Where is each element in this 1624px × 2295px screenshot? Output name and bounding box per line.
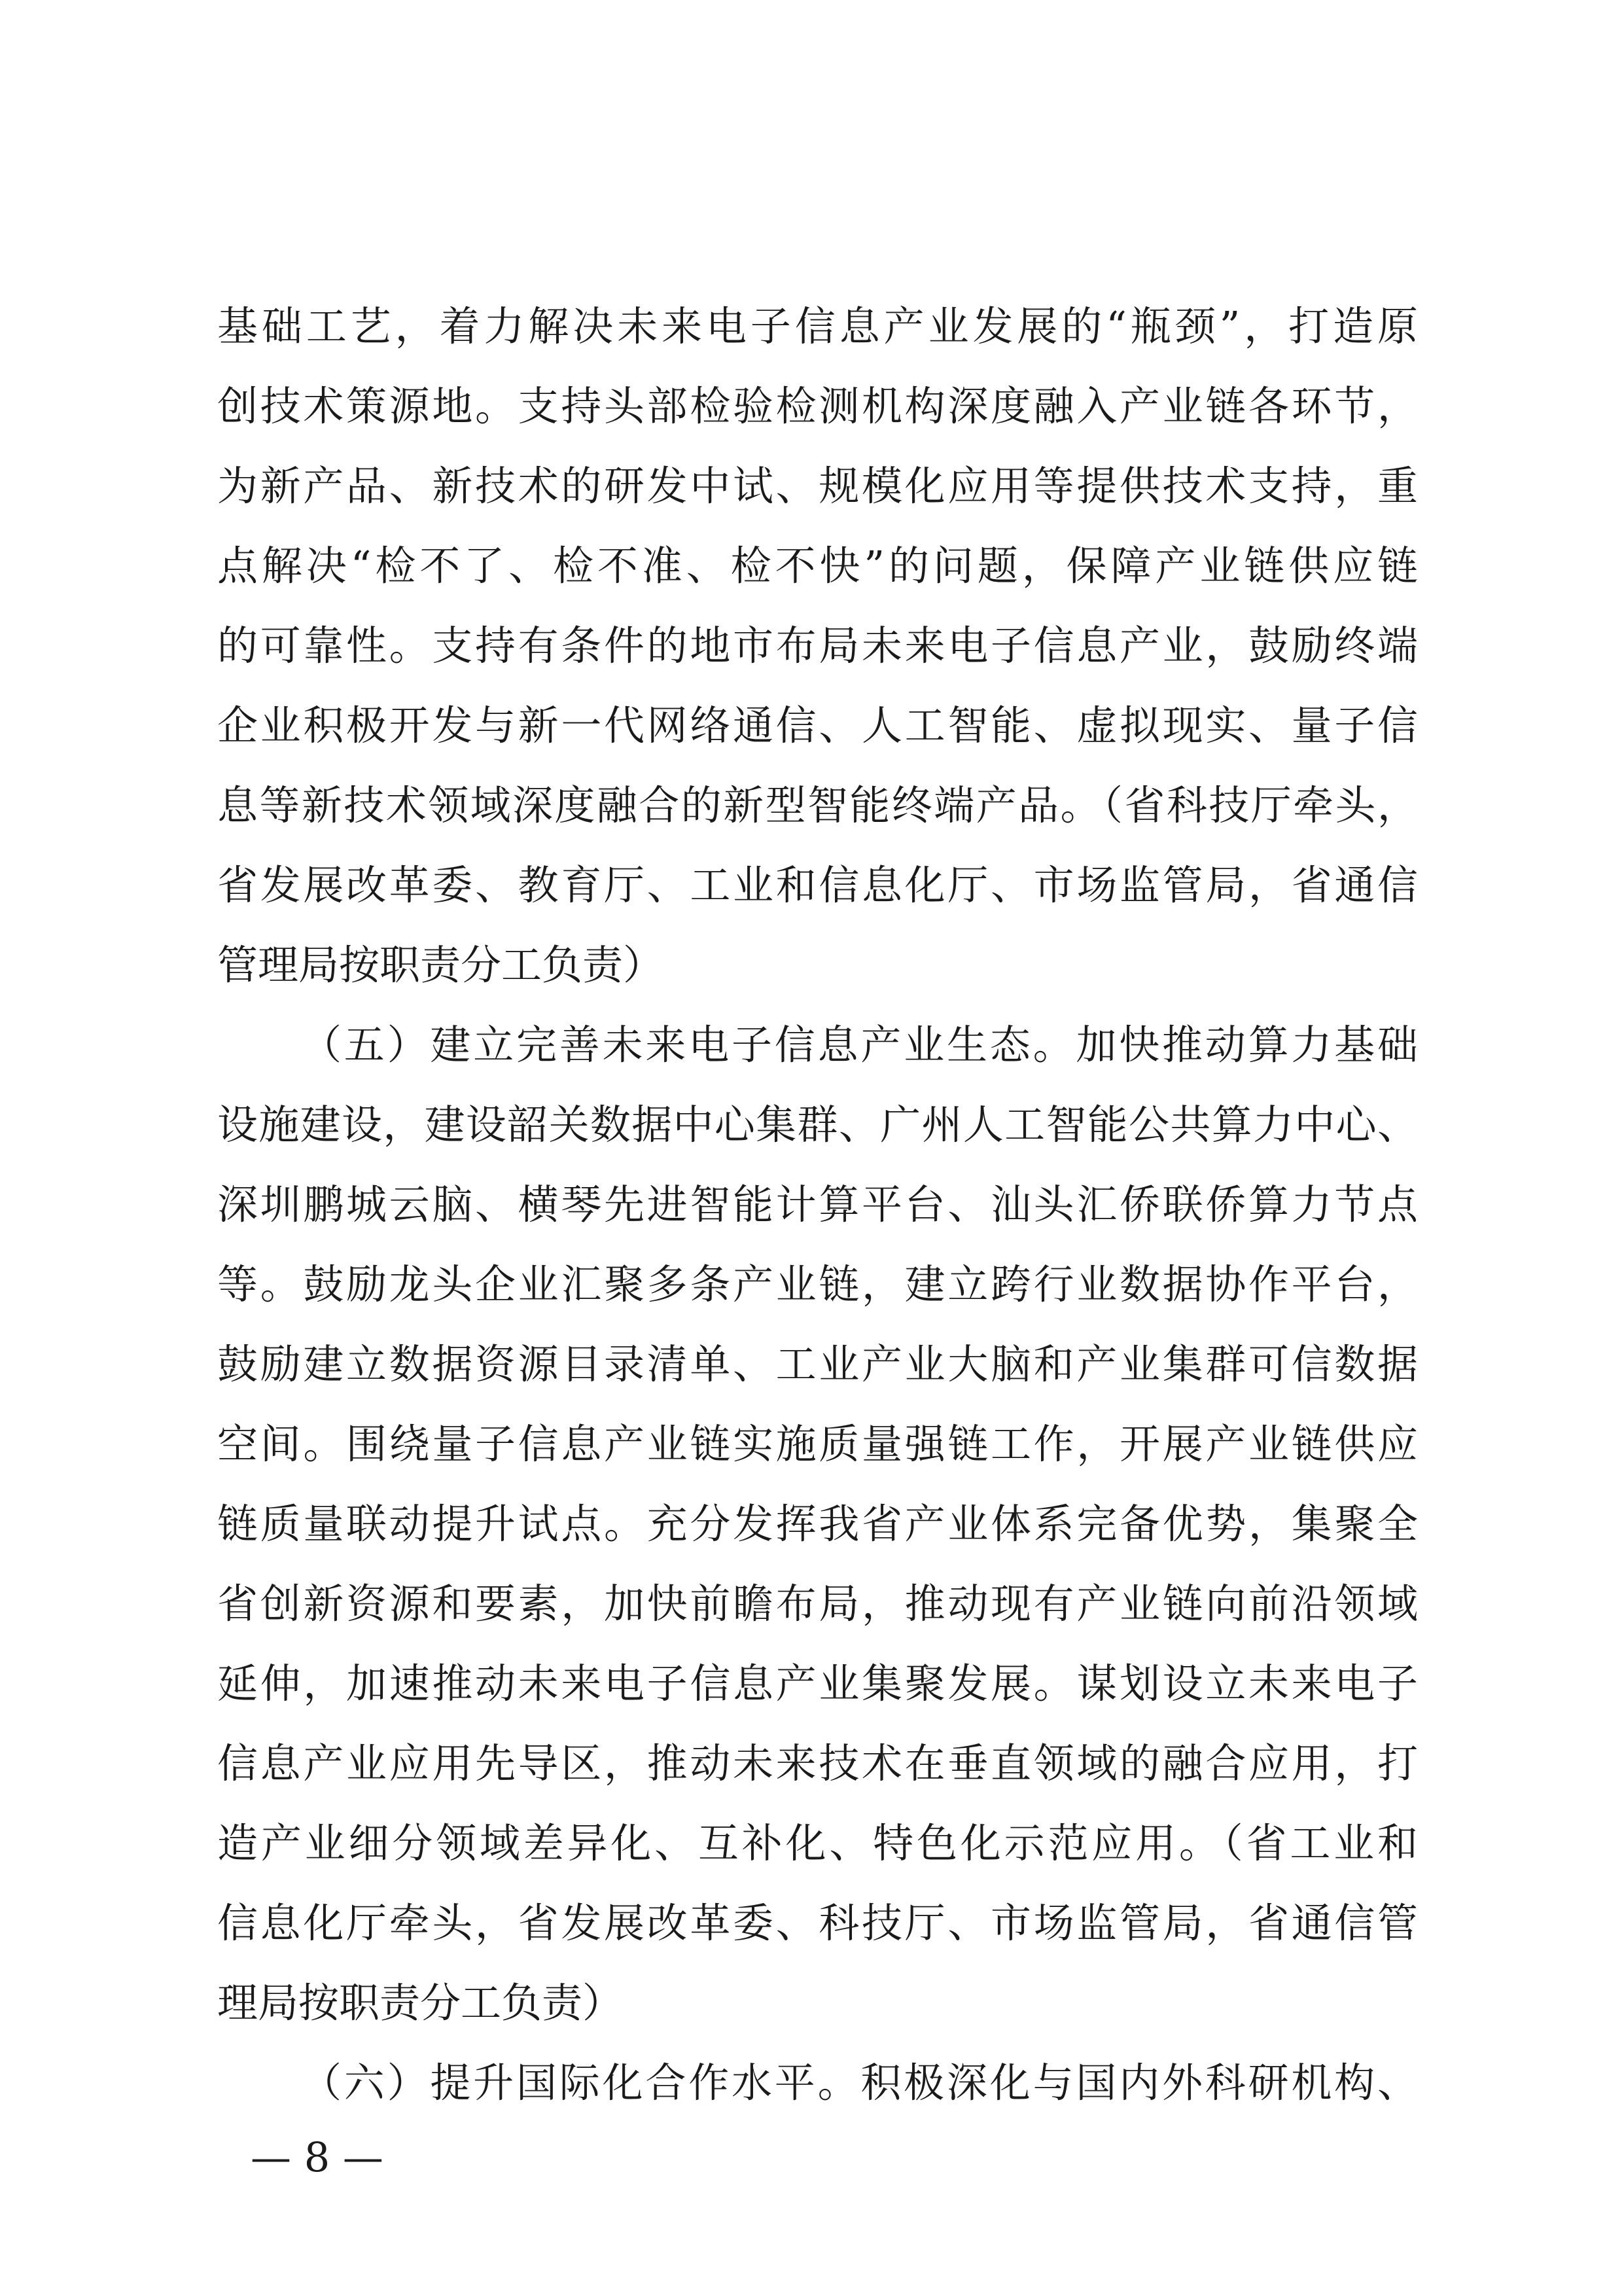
text-line: 信息产业应用先导区，推动未来技术在垂直领域的融合应用，打 (217, 1739, 1418, 1787)
text-line: 延伸，加速推动未来电子信息产业集聚发展。谋划设立未来电子 (217, 1660, 1418, 1707)
text-line: 省发展改革委、教育厅、工业和信息化厅、市场监管局，省通信 (217, 861, 1418, 909)
text-line: 造产业细分领域差异化、互补化、特色化示范应用。（省工业和 (217, 1819, 1418, 1867)
text-line: 链质量联动提升试点。充分发挥我省产业体系完备优势，集聚全 (217, 1500, 1418, 1548)
text-line: 设施建设，建设韶关数据中心集群、广州人工智能公共算力中心、 (217, 1101, 1418, 1148)
text-line: 息等新技术领域深度融合的新型智能终端产品。（省科技厅牵头， (217, 781, 1418, 829)
text-line: 为新产品、新技术的研发中试、规模化应用等提供技术支持，重 (217, 462, 1418, 510)
text-line: 企业积极开发与新一代网络通信、人工智能、虚拟现实、量子信 (217, 702, 1418, 749)
text-line: 等。鼓励龙头企业汇聚多条产业链，建立跨行业数据协作平台， (217, 1260, 1418, 1308)
text-line: 省创新资源和要素，加快前瞻布局，推动现有产业链向前沿领域 (217, 1580, 1418, 1628)
text-line: 点解决“检不了、检不准、检不快”的问题，保障产业链供应链 (217, 542, 1418, 590)
page-number: — 8 — (251, 2133, 383, 2181)
section-heading-line: （五）建立完善未来电子信息产业生态。加快推动算力基础 (301, 1021, 1418, 1069)
text-line: 信息化厅牵头，省发展改革委、科技厅、市场监管局，省通信管 (217, 1899, 1418, 1947)
text-line: 基础工艺，着力解决未来电子信息产业发展的“瓶颈”，打造原 (217, 302, 1418, 350)
text-line: 的可靠性。支持有条件的地市布局未来电子信息产业，鼓励终端 (217, 622, 1418, 669)
text-line: 创技术策源地。支持头部检验检测机构深度融入产业链各环节， (217, 382, 1418, 430)
text-line: 管理局按职责分工负责） (217, 941, 664, 989)
text-line: 鼓励建立数据资源目录清单、工业产业大脑和产业集群可信数据 (217, 1340, 1418, 1388)
text-line: 深圳鹏城云脑、横琴先进智能计算平台、汕头汇侨联侨算力节点 (217, 1181, 1418, 1228)
text-line: 空间。围绕量子信息产业链实施质量强链工作，开展产业链供应 (217, 1420, 1418, 1468)
section-heading-line: （六）提升国际化合作水平。积极深化与国内外科研机构、 (301, 2059, 1418, 2107)
text-line: 理局按职责分工负责） (217, 1979, 624, 2027)
